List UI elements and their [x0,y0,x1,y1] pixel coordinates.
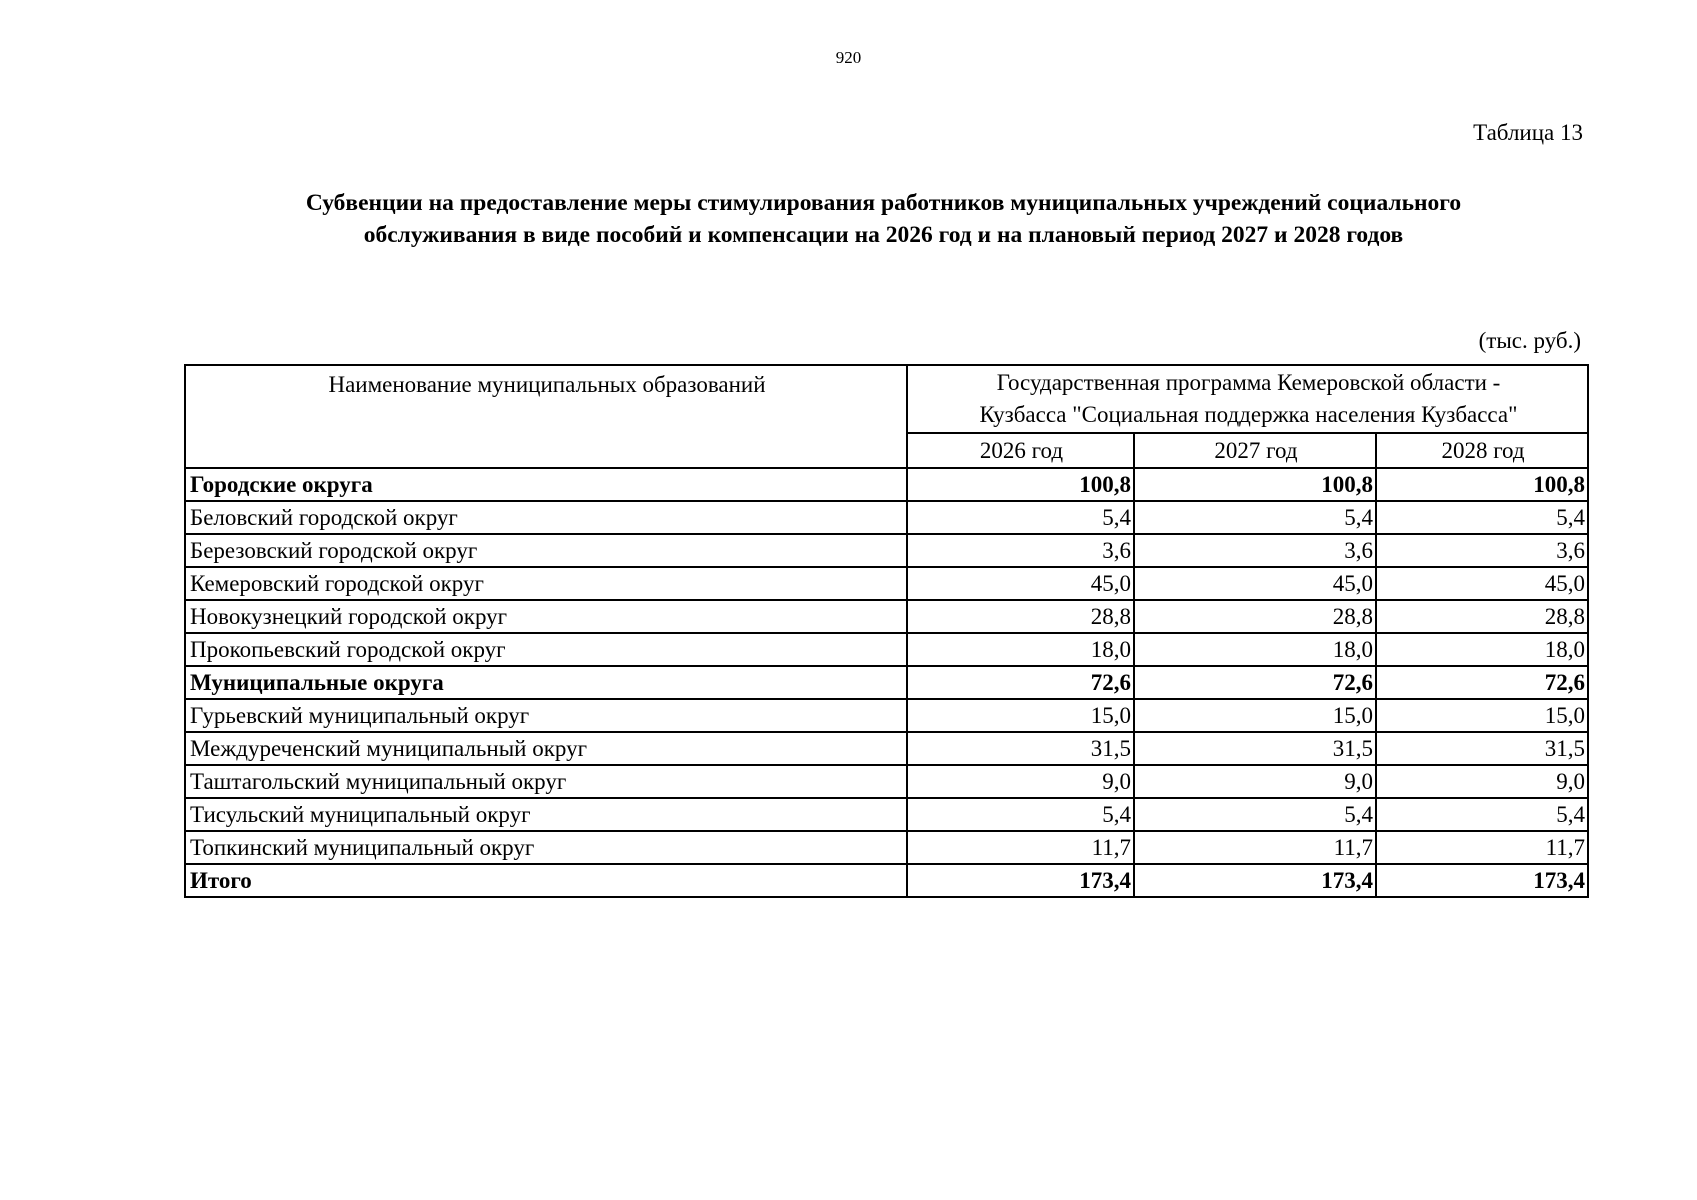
table-row [185,765,1588,798]
row-municipality-name: Итого [185,864,907,897]
row-value-2026: 11,7 [907,831,1134,864]
row-value-2027: 3,6 [1134,534,1376,567]
row-value-2028: 5,4 [1376,798,1588,831]
row-municipality-name: Тисульский муниципальный округ [185,798,907,831]
row-municipality-name: Новокузнецкий городской округ [185,600,907,633]
table-row [185,600,1588,633]
row-value-2026: 3,6 [907,534,1134,567]
row-value-2028: 15,0 [1376,699,1588,732]
row-value-2027: 9,0 [1134,765,1376,798]
row-municipality-name: Кемеровский городской округ [185,567,907,600]
table-row [185,534,1588,567]
row-value-2026: 31,5 [907,732,1134,765]
table-row [185,732,1588,765]
header-program [907,365,1588,433]
row-value-2026: 18,0 [907,633,1134,666]
row-value-2026: 5,4 [907,798,1134,831]
row-value-2028: 72,6 [1376,666,1588,699]
table-row [185,831,1588,864]
table-label: Таблица 13 [1473,120,1583,145]
row-value-2028: 11,7 [1376,831,1588,864]
header-municipality-name: Наименование муниципальных образований [185,365,907,468]
table-row-subtotal [185,864,1588,897]
row-value-2026: 45,0 [907,567,1134,600]
row-value-2027: 18,0 [1134,633,1376,666]
units-label: (тыс. руб.) [1478,328,1581,353]
header-year-2028: 2028 год [1376,433,1588,468]
row-value-2027: 45,0 [1134,567,1376,600]
row-value-2028: 5,4 [1376,501,1588,534]
table-row [185,798,1588,831]
row-value-2026: 100,8 [907,468,1134,501]
table-row [185,699,1588,732]
row-municipality-name: Прокопьевский городской округ [185,633,907,666]
row-value-2027: 11,7 [1134,831,1376,864]
row-value-2028: 45,0 [1376,567,1588,600]
row-value-2028: 31,5 [1376,732,1588,765]
row-municipality-name: Таштагольский муниципальный округ [185,765,907,798]
row-value-2028: 100,8 [1376,468,1588,501]
row-value-2026: 72,6 [907,666,1134,699]
row-value-2026: 15,0 [907,699,1134,732]
document-title-line-2: обслуживания в виде пособий и компенсации на 2026 год и на плановый период 2027 и 2028 годов [363,222,1404,248]
table-header-row [185,365,1588,433]
header-program-line-1: Государственная программа Кемеровской области - [996,370,1501,395]
table-row-subtotal [185,666,1588,699]
row-value-2027: 31,5 [1134,732,1376,765]
row-value-2027: 100,8 [1134,468,1376,501]
row-municipality-name: Междуреченский муниципальный округ [185,732,907,765]
header-year-2026: 2026 год [907,433,1134,468]
header-program-line-2: Кузбасса "Социальная поддержка населения Кузбасса" [979,402,1518,427]
page-number: 920 [835,48,862,67]
document-title-line-1: Субвенции на предоставление меры стимулирования работников муниципальных учреждений социального [305,190,1462,216]
row-value-2026: 5,4 [907,501,1134,534]
row-municipality-name: Березовский городской округ [185,534,907,567]
row-municipality-name: Топкинский муниципальный округ [185,831,907,864]
row-value-2028: 173,4 [1376,864,1588,897]
document-title [200,187,1567,251]
row-value-2026: 28,8 [907,600,1134,633]
row-municipality-name: Гурьевский муниципальный округ [185,699,907,732]
row-municipality-name: Городские округа [185,468,907,501]
row-value-2026: 9,0 [907,765,1134,798]
table-row [185,501,1588,534]
row-value-2028: 18,0 [1376,633,1588,666]
table-row [185,633,1588,666]
table-row-subtotal [185,468,1588,501]
row-value-2027: 72,6 [1134,666,1376,699]
row-municipality-name: Муниципальные округа [185,666,907,699]
row-value-2027: 5,4 [1134,501,1376,534]
row-value-2026: 173,4 [907,864,1134,897]
row-value-2028: 28,8 [1376,600,1588,633]
table-body [185,468,1588,897]
table-row [185,567,1588,600]
row-value-2028: 3,6 [1376,534,1588,567]
row-value-2027: 173,4 [1134,864,1376,897]
row-value-2028: 9,0 [1376,765,1588,798]
row-municipality-name: Беловский городской округ [185,501,907,534]
row-value-2027: 28,8 [1134,600,1376,633]
row-value-2027: 5,4 [1134,798,1376,831]
row-value-2027: 15,0 [1134,699,1376,732]
header-year-2027: 2027 год [1134,433,1376,468]
subventions-table [184,364,1589,898]
